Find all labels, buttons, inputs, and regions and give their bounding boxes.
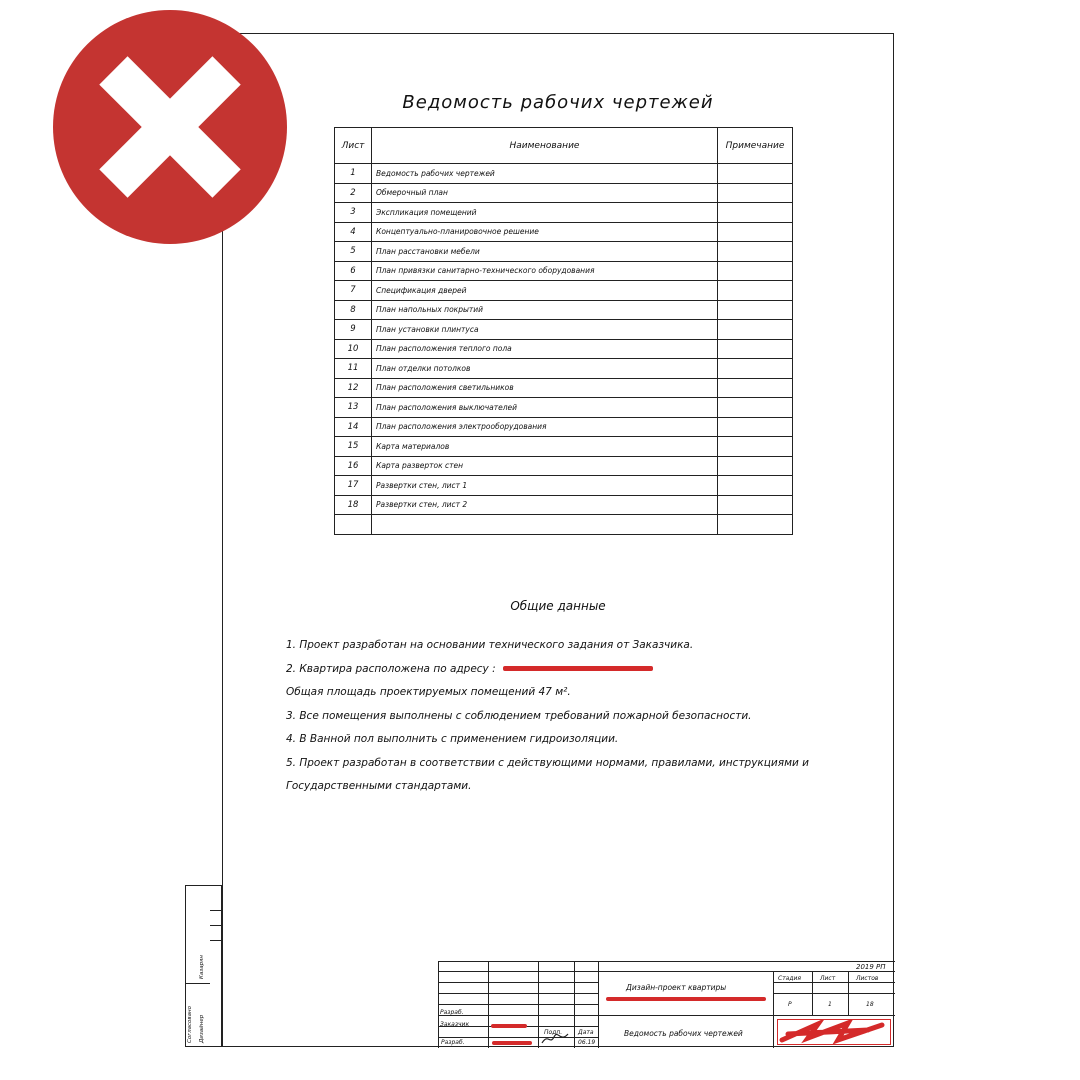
row-sheet-number: 6 bbox=[335, 261, 372, 281]
row-sheet-number: 16 bbox=[335, 456, 372, 476]
row-note bbox=[718, 222, 793, 242]
side-agreed: Согласовано bbox=[187, 1006, 193, 1043]
customer-row-label: Заказчик bbox=[440, 1021, 470, 1028]
sheets-value: 18 bbox=[866, 1001, 874, 1008]
row-note bbox=[718, 495, 793, 515]
row-sheet-number: 14 bbox=[335, 417, 372, 437]
row-sheet-number: 4 bbox=[335, 222, 372, 242]
date-value: 06.19 bbox=[578, 1039, 596, 1046]
customer-redaction bbox=[491, 1024, 527, 1028]
row-sheet-name: Карта материалов bbox=[372, 437, 718, 457]
table-row bbox=[335, 183, 793, 203]
row-note bbox=[718, 476, 793, 496]
row-sheet-name: План отделки потолков bbox=[372, 359, 718, 379]
row-note bbox=[718, 437, 793, 457]
row-sheet-number: 3 bbox=[335, 203, 372, 223]
row-sheet-number: 9 bbox=[335, 320, 372, 340]
sign-label: Подп. bbox=[544, 1029, 563, 1036]
row-sheet-number: 18 bbox=[335, 495, 372, 515]
table-row bbox=[335, 164, 793, 184]
note-5: 5. Проект разработан в соответствии с действующими нормами, правилами, инструкциями и Государственными стандартами. bbox=[286, 756, 809, 792]
header-name: Наименование bbox=[372, 128, 718, 164]
table-row bbox=[335, 378, 793, 398]
table-row bbox=[335, 417, 793, 437]
side-customer: Казарян bbox=[199, 955, 205, 979]
row-sheet-name: Обмерочный план bbox=[372, 183, 718, 203]
table-row bbox=[335, 242, 793, 262]
stamp-redaction bbox=[777, 1019, 891, 1045]
side-designer: Дизайнер bbox=[199, 1014, 205, 1043]
row-sheet-number: 11 bbox=[335, 359, 372, 379]
stage-label: Стадия bbox=[778, 975, 802, 982]
table-row bbox=[335, 359, 793, 379]
sheet-label: Лист bbox=[820, 975, 836, 982]
row-sheet-name: План расположения выключателей bbox=[372, 398, 718, 418]
row-sheet-number: 8 bbox=[335, 300, 372, 320]
table-row bbox=[335, 398, 793, 418]
table-row bbox=[335, 495, 793, 515]
general-notes bbox=[286, 634, 866, 799]
row-sheet-name: Ведомость рабочих чертежей bbox=[372, 164, 718, 184]
row-sheet-number: 7 bbox=[335, 281, 372, 301]
row-sheet-number: 12 bbox=[335, 378, 372, 398]
drawings-register-table bbox=[334, 127, 793, 535]
row-sheet-name: План расположения электрооборудования bbox=[372, 417, 718, 437]
sheet-title: Ведомость рабочих чертежей bbox=[402, 92, 714, 113]
note-2-text: 2. Квартира расположена по адресу : bbox=[286, 662, 496, 675]
drawing-sheet bbox=[222, 33, 894, 1047]
row-note bbox=[718, 203, 793, 223]
table-row bbox=[335, 456, 793, 476]
row-note bbox=[718, 300, 793, 320]
row-sheet-name: План расположения светильников bbox=[372, 378, 718, 398]
row-sheet-name: План расположения теплого пола bbox=[372, 339, 718, 359]
sheets-label: Листов bbox=[856, 975, 879, 982]
row-sheet-name: План привязки санитарно-технического оборудования bbox=[372, 261, 718, 281]
row-sheet-number: 17 bbox=[335, 476, 372, 496]
row-note bbox=[718, 183, 793, 203]
row-note bbox=[718, 378, 793, 398]
note-4: 4. В Ванной пол выполнить с применением гидроизоляции. bbox=[286, 733, 619, 745]
row-sheet-number: 10 bbox=[335, 339, 372, 359]
row-note bbox=[718, 164, 793, 184]
side-stamp bbox=[185, 885, 222, 1047]
sheet-value: 1 bbox=[828, 1001, 832, 1008]
row-sheet-number: 5 bbox=[335, 242, 372, 262]
row-sheet-name: План установки плинтуса bbox=[372, 320, 718, 340]
row-note bbox=[718, 417, 793, 437]
row-sheet-name: Концептуально-планировочное решение bbox=[372, 222, 718, 242]
row-sheet-name: План напольных покрытий bbox=[372, 300, 718, 320]
table-row bbox=[335, 261, 793, 281]
project-name: Дизайн-проект квартиры bbox=[626, 983, 727, 992]
table-row bbox=[335, 300, 793, 320]
header-sheet: Лист bbox=[335, 128, 372, 164]
table-row bbox=[335, 222, 793, 242]
table-row bbox=[335, 203, 793, 223]
date-label: Дата bbox=[578, 1029, 594, 1036]
general-title: Общие данные bbox=[510, 599, 606, 613]
row-sheet-number: 1 bbox=[335, 164, 372, 184]
table-row bbox=[335, 320, 793, 340]
register-body bbox=[335, 164, 793, 535]
title-block-lower bbox=[437, 1005, 597, 1047]
row-sheet-name: Спецификация дверей bbox=[372, 281, 718, 301]
row-sheet-number: 13 bbox=[335, 398, 372, 418]
row-note bbox=[718, 261, 793, 281]
table-row bbox=[335, 476, 793, 496]
row-sheet-name: Развертки стен, лист 1 bbox=[372, 476, 718, 496]
note-2 bbox=[286, 658, 866, 682]
row-note bbox=[718, 398, 793, 418]
address-redaction bbox=[503, 666, 653, 671]
row-note bbox=[718, 320, 793, 340]
sheet-name: Ведомость рабочих чертежей bbox=[624, 1029, 743, 1038]
project-address-redaction bbox=[606, 997, 766, 1001]
stage-value: Р bbox=[788, 1001, 792, 1008]
row-note bbox=[718, 359, 793, 379]
table-row-empty bbox=[335, 515, 793, 535]
row-note bbox=[718, 339, 793, 359]
row-sheet-name: Карта разверток стен bbox=[372, 456, 718, 476]
row-note bbox=[718, 281, 793, 301]
table-row bbox=[335, 281, 793, 301]
header-note: Примечание bbox=[718, 128, 793, 164]
note-area: Общая площадь проектируемых помещений 47 м². bbox=[286, 686, 571, 698]
row-note bbox=[718, 242, 793, 262]
row-sheet-name: План расстановки мебели bbox=[372, 242, 718, 262]
developer-row-label: Разраб. bbox=[440, 1009, 464, 1016]
row-sheet-name: Развертки стен, лист 2 bbox=[372, 495, 718, 515]
close-icon[interactable] bbox=[53, 10, 287, 244]
row-sheet-number: 2 bbox=[335, 183, 372, 203]
table-row bbox=[335, 339, 793, 359]
developer-label: Разраб. bbox=[441, 1039, 465, 1046]
row-note bbox=[718, 456, 793, 476]
row-sheet-name: Экспликация помещений bbox=[372, 203, 718, 223]
note-1: 1. Проект разработан на основании технического задания от Заказчика. bbox=[286, 639, 694, 651]
note-3: 3. Все помещения выполнены с соблюдением требований пожарной безопасности. bbox=[286, 709, 752, 722]
project-code: 2019 РП bbox=[856, 963, 886, 971]
row-sheet-number: 15 bbox=[335, 437, 372, 457]
table-row bbox=[335, 437, 793, 457]
